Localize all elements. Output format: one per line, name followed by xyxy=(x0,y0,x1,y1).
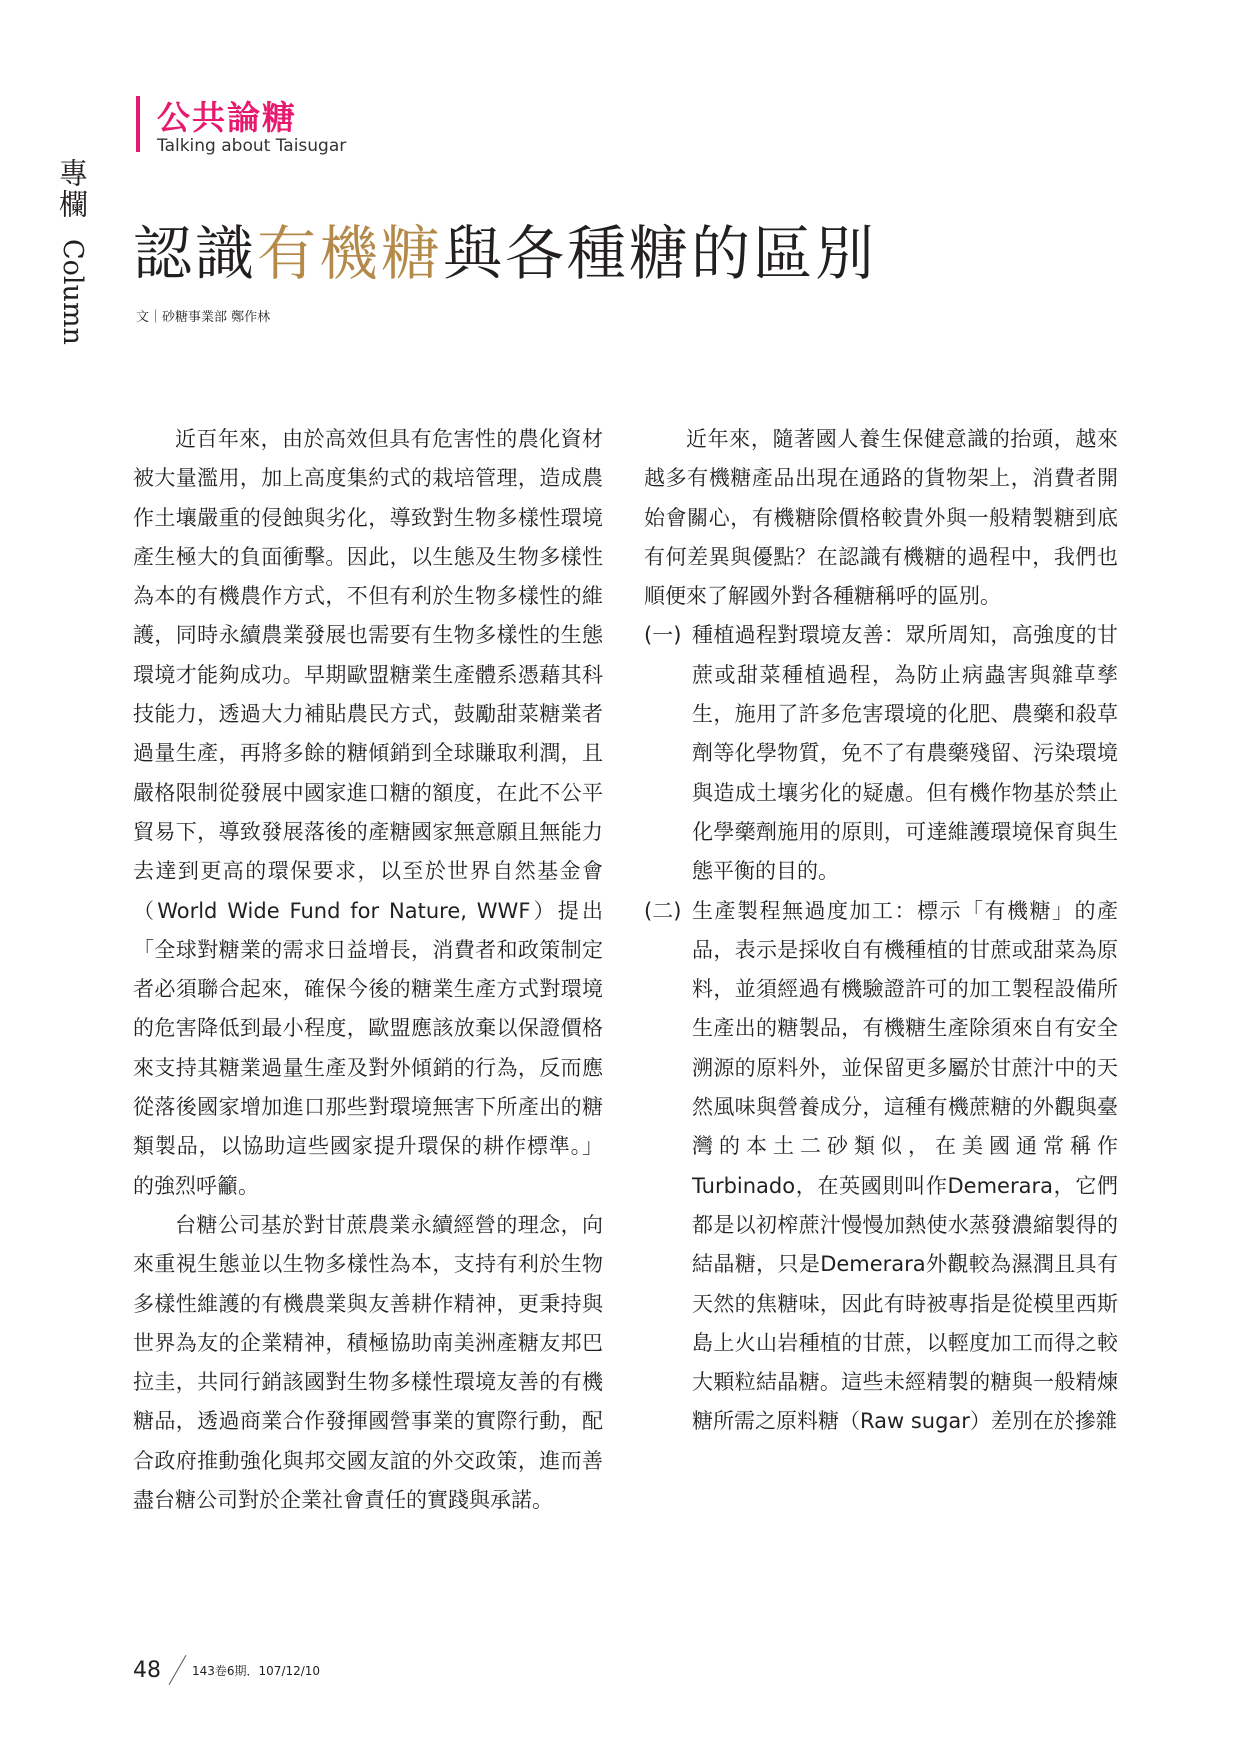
section-subtitle: Talking about Taisugar xyxy=(157,136,347,156)
page-number: 48 xyxy=(133,1657,161,1683)
paragraph: 近年來，隨著國人養生保健意識的抬頭，越來越多有機糖產品出現在通路的貨物架上，消費者開始會關心，有機糖除價格較貴外與一般精製糖到底有何差異與優點？在認識有機糖的過程中，我們也順便來了解國外對各種糖稱呼的區別。 xyxy=(644,427,1118,609)
byline: 文｜砂糖事業部 鄭作林 xyxy=(136,310,271,325)
list-item-text: 種植過程對環境友善：眾所周知，高強度的甘蔗或甜菜種植過程，為防止病蟲害與雜草孳生，施用了許多危害環境的化肥、農藥和殺草劑等化學物質，免不了有農藥殘留、污染環境與造成土壤劣化的疑慮。但有機作物基於禁止化學藥劑施用的原則，可達維護環境保育與生態平衡的目的。 xyxy=(692,623,1118,884)
issue-info: 143卷6期．107/12/10 xyxy=(192,1663,321,1678)
title-highlight: 有機糖 xyxy=(257,219,444,288)
list-item xyxy=(644,616,1118,891)
right-column xyxy=(644,420,1118,1442)
footer-divider xyxy=(169,1655,187,1685)
section-accent-bar xyxy=(136,96,140,152)
column-label xyxy=(52,158,93,345)
section-title: 公共論糖 xyxy=(157,98,297,137)
paragraph: 台糖公司基於對甘蔗農業永續經營的理念，向來重視生態並以生物多樣性為本，支持有利於生物多樣性維護的有機農業與友善耕作精神，更秉持與世界為友的企業精神，積極協助南美洲產糖友邦巴拉圭，共同行銷該國對生物多樣性環境友善的有機糖品，透過商業合作發揮國營事業的實際行動，配合政府推動強化與邦交國友誼的外交政策，進而善盡台糖公司對於企業社會責任的實踐與承諾。 xyxy=(133,1212,603,1513)
article-title xyxy=(133,219,878,288)
column-label-zh: 專欄 xyxy=(55,158,89,220)
title-part-1: 認識 xyxy=(133,219,258,288)
list-item xyxy=(644,892,1118,1442)
title-part-2: 與各種糖的區別 xyxy=(443,219,878,288)
list-item-number: (二) xyxy=(644,898,682,923)
list-item-text: 生產製程無過度加工：標示「有機糖」的產品，表示是採收自有機種植的甘蔗或甜菜為原料，並須經過有機驗證許可的加工製程設備所生產出的糖製品，有機糖生產除須來自有安全溯源的原料外，並保留更多屬於甘蔗汁中的天然風味與營養成分，這種有機蔗糖的外觀與臺灣的本土二砂類似，在美國通常稱作Turbinado，在英國則叫作Demerara，它們都是以初榨蔗汁慢慢加熱使水蒸發濃縮製得的結晶糖，只是Demerara外觀較為濕潤且具有天然的焦糖味，因此有時被專指是從模里西斯島上火山岩種植的甘蔗，以輕度加工而得之較大顆粒結晶糖。這些未經精製的糖與一般精煉糖所需之原料糖（Raw sugar）差別在於摻雜 xyxy=(692,898,1118,1434)
page-footer xyxy=(133,1653,320,1687)
left-column xyxy=(133,420,603,1520)
list-item-number: (一) xyxy=(644,623,682,648)
paragraph: 近百年來，由於高效但具有危害性的農化資材被大量濫用，加上高度集約式的栽培管理，造成農作土壤嚴重的侵蝕與劣化，導致對生物多樣性環境產生極大的負面衝擊。因此，以生態及生物多樣性為本的有機農作方式，不但有利於生物多樣性的維護，同時永續農業發展也需要有生物多樣性的生態環境才能夠成功。早期歐盟糖業生產體系憑藉其科技能力，透過大力補貼農民方式，鼓勵甜菜糖業者過量生產，再將多餘的糖傾銷到全球賺取利潤，且嚴格限制從發展中國家進口糖的額度，在此不公平貿易下，導致發展落後的產糖國家無意願且無能力去達到更高的環保要求，以至於世界自然基金會（World Wide Fund for Nature, WWF）提出「全球對糖業的需求日益增長，消費者和政策制定者必須聯合起來，確保今後的糖業生產方式對環境的危害降低到最小程度，歐盟應該放棄以保證價格來支持其糖業過量生產及對外傾銷的行為，反而應從落後國家增加進口那些對環境無害下所產出的糖類製品，以協助這些國家提升環保的耕作標準。」的強烈呼籲。 xyxy=(133,427,603,1198)
column-label-en: Column xyxy=(57,239,88,346)
